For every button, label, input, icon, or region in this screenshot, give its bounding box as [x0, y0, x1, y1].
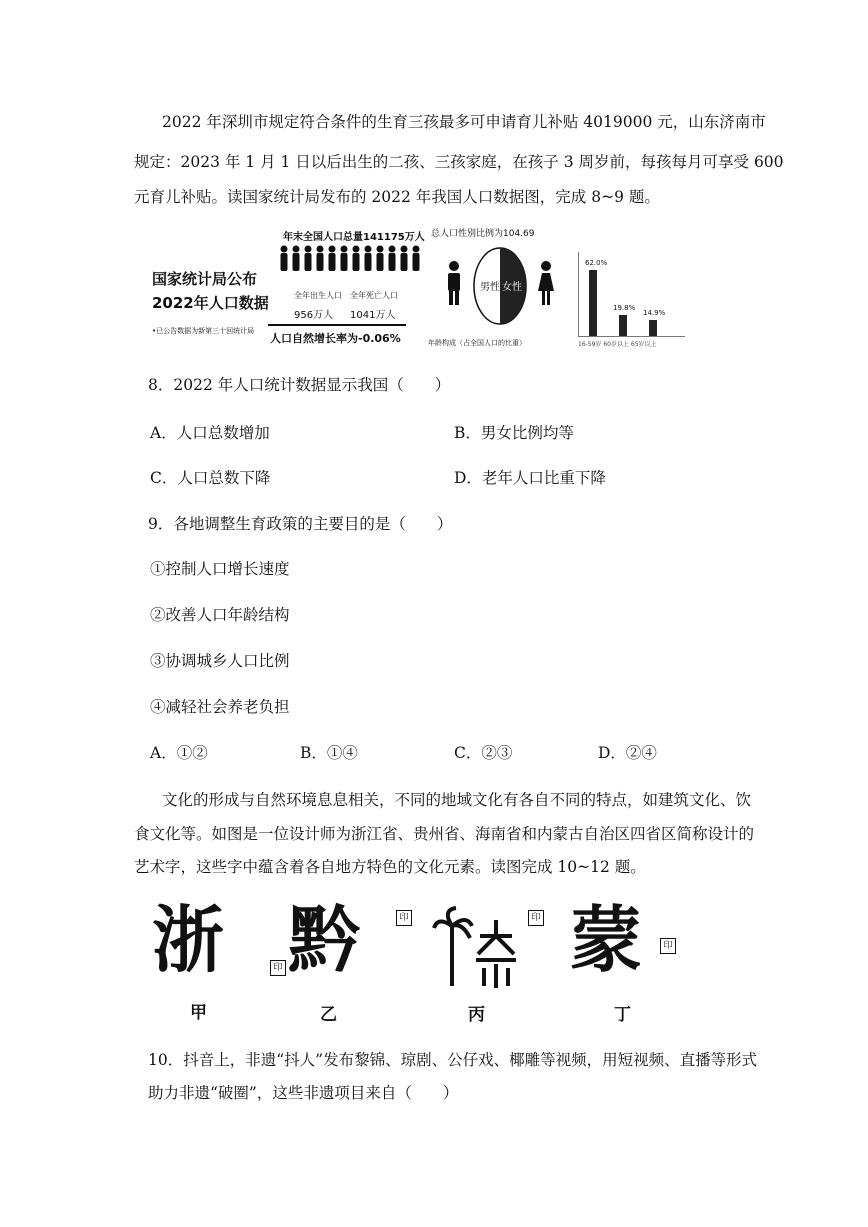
art-char-meng: 蒙: [570, 898, 643, 982]
bar-working-age: [589, 270, 597, 336]
q9-item-1: ①控制人口增长速度: [150, 560, 290, 578]
art-label-yi: 乙: [320, 1005, 337, 1025]
seal-stamp-2: 印: [396, 910, 412, 926]
art-label-jia: 甲: [190, 1003, 207, 1023]
sex-ratio-figure: [436, 244, 566, 336]
infographic-note: •已公告数据为新第三十回统计局: [152, 327, 255, 335]
q9-stem: 9．各地调整生育政策的主要目的是（ ）: [148, 515, 453, 533]
q9-item-3: ③协调城乡人口比例: [150, 652, 290, 670]
art-label-bing: 丙: [468, 1005, 485, 1025]
bar-label-over-60: 19.8%: [613, 304, 636, 312]
births-label: 全年出生人口: [294, 291, 342, 300]
q8-option-d[interactable]: D．老年人口比重下降: [454, 469, 606, 487]
deaths-value: 1041万人: [350, 310, 396, 321]
bar-label-over-65: 14.9%: [643, 309, 666, 317]
female-label: 女性: [502, 282, 522, 293]
bar-axis-labels: 16-59岁 60岁以上 65岁以上: [578, 341, 657, 348]
intro1-line2: 规定：2023 年 1 月 1 日以后出生的二孩、三孩家庭，在孩子 3 周岁前，每孩每月可享受 600: [134, 153, 784, 171]
growth-divider: [268, 324, 406, 326]
bar-label-working-age: 62.0%: [585, 259, 608, 267]
q9-option-c[interactable]: C．②③: [454, 744, 513, 762]
q9-option-a[interactable]: A．①②: [150, 744, 208, 762]
q8-option-c[interactable]: C．人口总数下降: [150, 469, 271, 487]
sex-ratio: 总人口性别比例为104.69: [431, 229, 535, 239]
people-icons: [278, 244, 428, 274]
q9-option-b[interactable]: B．①④: [300, 744, 358, 762]
q9-option-d[interactable]: D．②④: [598, 744, 657, 762]
infographic-total: 年末全国人口总量141175万人: [283, 232, 425, 243]
q10-line2: 助力非遗“破圈”，这些非遗项目来自（ ）: [148, 1084, 459, 1102]
infographic-title1: 国家统计局公布: [152, 270, 258, 288]
intro2-line3: 艺术字，这些字中蕴含着各自地方特色的文化元素。读图完成 10~12 题。: [134, 858, 646, 876]
art-char-qian: 黔: [288, 898, 361, 982]
seal-stamp-1: 印: [270, 960, 286, 976]
bar-over-60: [619, 315, 627, 336]
infographic-title2: 2022年人口数据: [152, 294, 269, 312]
q8-option-a[interactable]: A．人口总数增加: [150, 424, 270, 442]
seal-stamp-3: 印: [528, 910, 544, 926]
q10-line1: 10．抖音上，非遗“抖人”发布黎锦、琼剧、公仔戏、椰雕等视频，用短视频、直播等形式: [148, 1051, 758, 1069]
age-caption: 年龄构成（占全国人口的比重）: [428, 339, 526, 347]
q8-option-b[interactable]: B．男女比例均等: [454, 424, 574, 442]
intro1-line3: 元育儿补贴。读国家统计局发布的 2022 年我国人口数据图，完成 8~9 题。: [134, 188, 660, 206]
age-bar-chart: [578, 252, 685, 337]
intro1-line1: 2022 年深圳市规定符合条件的生育三孩最多可申请育儿补贴 4019000 元，山东济南市: [162, 113, 766, 131]
male-label: 男性: [480, 282, 500, 293]
seal-stamp-4: 印: [660, 938, 676, 954]
intro2-line1: 文化的形成与自然环境息息相关，不同的地域文化有各自不同的特点，如建筑文化、饮: [162, 791, 752, 809]
deaths-label: 全年死亡人口: [350, 291, 398, 300]
population-infographic: [146, 222, 686, 350]
bar-over-65: [649, 320, 657, 336]
q9-item-2: ②改善人口年龄结构: [150, 606, 290, 624]
art-char-zhe: 浙: [152, 898, 225, 982]
births-value: 956万人: [294, 310, 334, 321]
q8-stem: 8．2022 年人口统计数据显示我国（ ）: [148, 376, 451, 394]
growth-rate: 人口自然增长率为-0.06%: [270, 332, 401, 345]
q9-item-4: ④减轻社会养老负担: [150, 698, 290, 716]
intro2-line2: 食文化等。如图是一位设计师为浙江省、贵州省、海南省和内蒙古自治区四省区简称设计的: [134, 825, 755, 843]
art-label-ding: 丁: [614, 1005, 631, 1025]
